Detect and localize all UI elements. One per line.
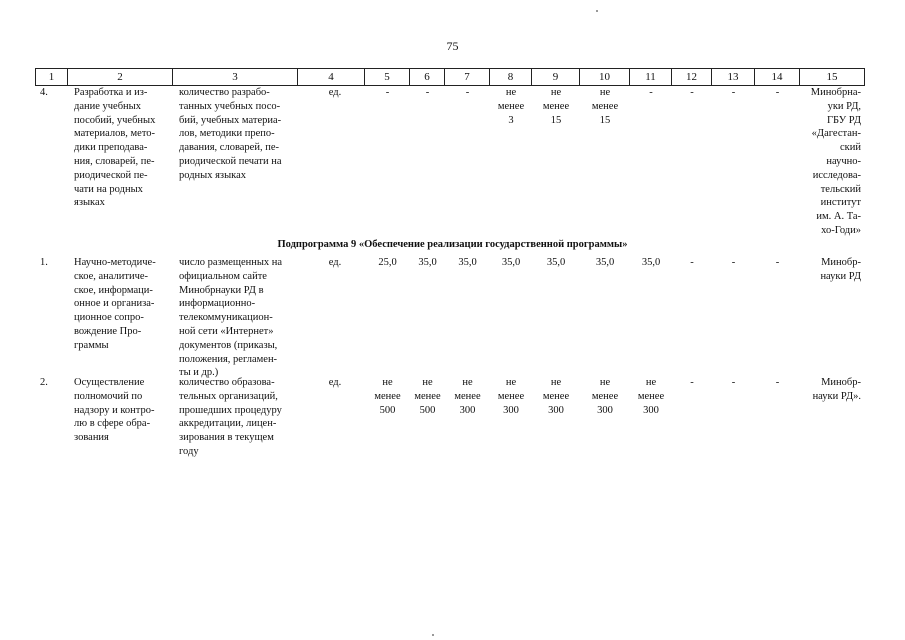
- row-value-col-8: не менее 3: [497, 87, 525, 126]
- row-value-col-5: не менее 500: [374, 377, 401, 416]
- row-executor: Минобр- науки РД».: [812, 377, 861, 402]
- row-unit: ед.: [328, 377, 342, 388]
- row-value-col-7: 35,0: [458, 257, 477, 268]
- row-value-col-6: не менее 500: [414, 377, 441, 416]
- header-col-14: 14: [755, 69, 800, 85]
- row-value-col-12: -: [690, 87, 694, 98]
- header-col-4: 4: [298, 69, 365, 85]
- row-activity-name: Осуществление полномочий по надзору и контро- лю в сфере обра- зования: [74, 377, 155, 444]
- row-value-col-5: 25,0: [378, 257, 397, 268]
- row-value-col-9: не менее 15: [542, 87, 570, 126]
- row-value-col-10: не менее 300: [591, 377, 619, 416]
- row-number: 2.: [40, 377, 48, 388]
- row-value-col-11: 35,0: [641, 257, 661, 268]
- row-unit: ед.: [328, 87, 342, 98]
- header-col-8: 8: [490, 69, 532, 85]
- row-value-col-10: не менее 15: [591, 87, 619, 126]
- row-value-col-14: -: [775, 377, 780, 388]
- row-number: 4.: [40, 87, 48, 98]
- row-value-col-12: -: [690, 377, 694, 388]
- row-value-col-7: -: [465, 87, 470, 98]
- row-unit: ед.: [328, 257, 342, 268]
- row-value-col-13: -: [731, 377, 736, 388]
- header-col-10: 10: [580, 69, 630, 85]
- header-col-13: 13: [712, 69, 755, 85]
- row-value-col-10: 35,0: [595, 257, 615, 268]
- page-number: 75: [446, 39, 459, 53]
- row-value-col-13: -: [731, 257, 736, 268]
- row-indicator: количество разрабо- танных учебных посо- бий, учебных материа- лов, методики препо- давания, словарей, пе- риодической печати на родных языках: [179, 87, 282, 181]
- scan-speck: [432, 634, 434, 636]
- header-col-7: 7: [445, 69, 490, 85]
- table-header-row: [35, 68, 865, 86]
- row-activity-name: Разработка и из- дание учебных пособий, учебных материалов, мето- дики преподава- ния, словарей, пе- риодической пе- чати на родных языках: [74, 87, 156, 209]
- row-indicator: количество образова- тельных организаций, прошедших процедуру аккредитации, лицен- зирования в текущем году: [179, 377, 282, 457]
- row-value-col-11: не менее 300: [637, 377, 665, 416]
- row-value-col-5: -: [385, 87, 390, 98]
- header-col-15: 15: [800, 69, 865, 85]
- row-value-col-6: -: [425, 87, 430, 98]
- row-executor: Минобр- науки РД: [820, 257, 861, 282]
- row-value-col-7: не менее 300: [454, 377, 481, 416]
- row-value-col-14: -: [775, 257, 780, 268]
- header-col-2: 2: [68, 69, 173, 85]
- row-value-col-6: 35,0: [418, 257, 437, 268]
- row-indicator: число размещенных на официальном сайте Минобрнауки РД в информационно- телекоммуникацион- ной сети «Интернет» документов (приказы, положения, регламен- ты и др.): [179, 257, 283, 379]
- header-col-12: 12: [672, 69, 712, 85]
- row-value-col-8: 35,0: [501, 257, 521, 268]
- scan-speck: [596, 10, 598, 12]
- row-executor: Минобрна- уки РД, ГБУ РД «Дагестан- ский научно- исследова- тельский институт им. А. Та- хо-Годи»: [810, 87, 861, 236]
- header-col-6: 6: [410, 69, 445, 85]
- row-value-col-13: -: [731, 87, 736, 98]
- header-col-5: 5: [365, 69, 410, 85]
- header-col-11: 11: [630, 69, 672, 85]
- header-col-1: 1: [35, 69, 68, 85]
- row-activity-name: Научно-методиче- ское, аналитиче- ское, информаци- онное и организа- ционное сопро- вождение Про- граммы: [74, 257, 156, 351]
- row-value-col-8: не менее 300: [497, 377, 525, 416]
- row-value-col-9: 35,0: [546, 257, 566, 268]
- subprogram-heading: Подпрограмма 9 «Обеспечение реализации государственной программы»: [277, 239, 628, 250]
- row-value-col-12: -: [690, 257, 694, 268]
- header-col-3: 3: [173, 69, 298, 85]
- row-value-col-11: -: [649, 87, 653, 98]
- row-number: 1.: [40, 257, 48, 268]
- row-value-col-14: -: [775, 87, 780, 98]
- row-value-col-9: не менее 300: [542, 377, 570, 416]
- header-col-9: 9: [532, 69, 580, 85]
